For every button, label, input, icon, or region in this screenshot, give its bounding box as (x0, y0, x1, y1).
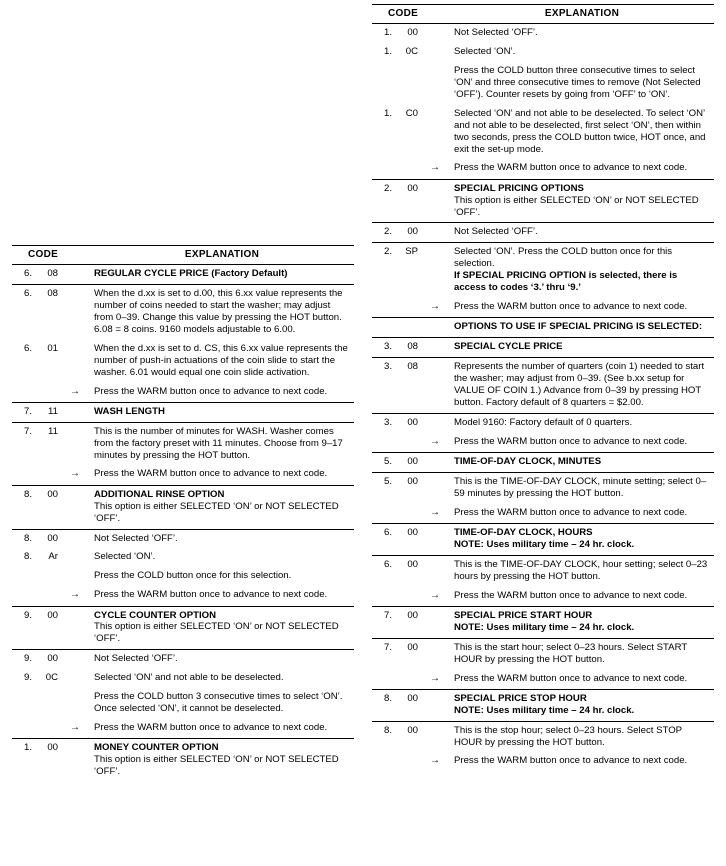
row-code-value (398, 159, 424, 179)
row-code-prefix: 3. (372, 338, 398, 358)
table-row (12, 485, 354, 529)
table-row (372, 105, 714, 160)
arrow-icon: → (430, 672, 440, 684)
arrow-icon (64, 606, 90, 650)
row-code-value: 00 (38, 650, 64, 669)
left-code-table (12, 245, 354, 782)
row-explanation-text: SPECIAL PRICE START HOUR (454, 609, 593, 621)
table-row (12, 529, 354, 548)
right-code-table (372, 4, 714, 772)
right-table-body (372, 5, 714, 772)
row-code-value: 00 (38, 485, 64, 529)
arrow-icon (424, 472, 450, 503)
row-explanation-text: This is the TIME-OF-DAY CLOCK, hour setting; select 0–23 hours by pressing the HOT button. (454, 558, 708, 582)
row-explanation (450, 338, 714, 358)
row-explanation (450, 689, 714, 721)
row-code-value (398, 298, 424, 318)
table-row (372, 587, 714, 607)
arrow-icon (424, 62, 450, 105)
row-code-prefix: 8. (372, 721, 398, 752)
row-code-value: 01 (47, 342, 58, 354)
table-row (372, 62, 714, 105)
table-row (372, 318, 714, 338)
row-explanation (450, 504, 714, 524)
arrow-icon (424, 358, 450, 414)
row-explanation-text: Selected ‘ON’ and not able to be deselected. (94, 672, 284, 684)
row-explanation (450, 587, 714, 607)
row-code-prefix (12, 688, 38, 719)
row-code-value (38, 688, 64, 719)
row-code-value: 08 (38, 265, 64, 285)
table-row (372, 24, 714, 43)
row-explanation (450, 413, 714, 432)
row-explanation (90, 529, 354, 548)
table-row (372, 606, 714, 638)
right-table-header-row (372, 5, 714, 24)
table-row (12, 669, 354, 688)
row-code-prefix: 5. (372, 472, 398, 503)
arrow-icon (64, 567, 90, 586)
row-code-value (398, 62, 424, 105)
row-code-prefix (372, 670, 398, 690)
row-explanation-text: TIME-OF-DAY CLOCK, HOURS (454, 527, 593, 538)
table-row (12, 285, 354, 340)
right-column (372, 4, 714, 772)
row-explanation-text: Not Selected ‘OFF’. (454, 27, 538, 39)
row-explanation (90, 485, 354, 529)
row-code-value: Ar (48, 551, 58, 563)
row-code-prefix: 5. (372, 452, 398, 472)
row-code-prefix: 6. (372, 555, 398, 586)
row-explanation (450, 105, 714, 160)
row-explanation-text: Press the WARM button once to advance to next code. (94, 468, 328, 480)
row-explanation-text: MONEY COUNTER OPTION (94, 742, 219, 754)
row-explanation-subtext: This option is either SELECTED ‘ON’ or NOT SELECTED ‘OFF’. (454, 194, 699, 218)
arrow-icon: → (430, 162, 440, 174)
arrow-icon (424, 555, 450, 586)
row-code-prefix: 7. (372, 606, 398, 638)
table-row (12, 606, 354, 650)
row-code-prefix: 6. (12, 265, 38, 285)
arrow-icon (64, 485, 90, 529)
row-code-prefix (372, 318, 398, 338)
table-row (372, 721, 714, 752)
row-code-prefix: 9. (12, 650, 38, 669)
row-explanation-text: REGULAR CYCLE PRICE (Factory Default) (94, 268, 288, 280)
row-explanation (450, 318, 714, 338)
row-explanation-note: NOTE: Uses military time – 24 hr. clock. (454, 621, 635, 633)
row-code-value (38, 465, 64, 485)
row-explanation (450, 555, 714, 586)
row-code-value: 00 (398, 179, 424, 223)
row-explanation-text: Press the WARM button once to advance to next code. (454, 672, 688, 684)
row-explanation-subtext: This option is either SELECTED ‘ON’ or NOT SELECTED ‘OFF’. (94, 621, 339, 645)
row-code-prefix (372, 504, 398, 524)
row-code-value (38, 567, 64, 586)
table-row (12, 265, 354, 285)
left-column (12, 245, 354, 782)
row-code-value: 0C (405, 46, 418, 58)
arrow-icon (424, 318, 450, 338)
table-row (12, 688, 354, 719)
arrow-icon (424, 606, 450, 638)
table-row (372, 689, 714, 721)
row-explanation-text: Selected ‘ON’. (454, 46, 516, 58)
row-code-value: 11 (38, 422, 64, 465)
row-explanation-subtext: This option is either SELECTED ‘ON’ or NOT SELECTED ‘OFF’. (94, 754, 339, 777)
left-table-body (12, 246, 354, 782)
row-code-value: 00 (398, 223, 424, 243)
arrow-icon: → (70, 385, 80, 397)
row-explanation (450, 524, 714, 556)
row-code-prefix: 2. (372, 243, 398, 298)
arrow-icon (424, 721, 450, 752)
row-code-prefix (372, 433, 398, 453)
row-code-value: C0 (405, 107, 418, 119)
row-explanation (90, 340, 354, 383)
table-row (12, 422, 354, 465)
arrow-icon (64, 529, 90, 548)
arrow-icon: → (70, 589, 80, 601)
row-explanation-text: SPECIAL CYCLE PRICE (454, 341, 563, 353)
row-code-value: 00 (407, 27, 418, 39)
row-explanation-text: Press the WARM button once to advance to next code. (94, 589, 328, 601)
row-explanation-text: Model 9160: Factory default of 0 quarters. (454, 416, 633, 428)
arrow-icon (424, 452, 450, 472)
table-row (372, 504, 714, 524)
row-code-prefix: 3. (372, 413, 398, 432)
table-row (372, 43, 714, 62)
row-explanation-text: OPTIONS TO USE IF SPECIAL PRICING IS SELECTED: (454, 321, 703, 333)
arrow-icon (64, 285, 90, 340)
row-code-value (398, 670, 424, 690)
row-code-value: 00 (398, 472, 424, 503)
row-code-value (398, 587, 424, 607)
row-explanation (90, 548, 354, 567)
table-row (12, 719, 354, 739)
row-explanation-text: TIME-OF-DAY CLOCK, MINUTES (454, 455, 602, 467)
row-explanation-text: This is the TIME-OF-DAY CLOCK, minute setting; select 0–59 minutes by pressing the HOT button. (454, 475, 707, 499)
row-code-prefix: 8. (12, 529, 38, 548)
row-explanation-text: This is the start hour; select 0–23 hours. Select START HOUR by pressing the HOT button. (454, 641, 688, 665)
table-row (372, 159, 714, 179)
table-row (372, 452, 714, 472)
table-row (12, 340, 354, 383)
table-row (372, 338, 714, 358)
row-code-value (398, 433, 424, 453)
row-explanation-text: Selected ‘ON’. (94, 551, 156, 563)
row-explanation-note: If SPECIAL PRICING OPTION is selected, there is access to codes ‘3.’ thru ‘9.’ (454, 270, 678, 294)
row-explanation (450, 43, 714, 62)
row-explanation-note: NOTE: Uses military time – 24 hr. clock. (454, 704, 635, 716)
table-row (372, 298, 714, 318)
arrow-icon (424, 243, 450, 298)
arrow-icon (424, 223, 450, 243)
row-explanation-text: Press the WARM button once to advance to next code. (454, 755, 688, 767)
row-code-value: 0C (45, 672, 58, 684)
row-explanation (450, 752, 714, 771)
row-code-prefix (12, 719, 38, 739)
arrow-icon (424, 105, 450, 160)
row-explanation-text: Press the WARM button once to advance to next code. (454, 435, 688, 447)
row-code-prefix: 1. (383, 46, 392, 58)
arrow-icon (424, 338, 450, 358)
arrow-icon (424, 524, 450, 556)
row-code-prefix: 8. (12, 485, 38, 529)
row-code-prefix (372, 62, 398, 105)
row-explanation-text: This is the stop hour; select 0–23 hours. Select STOP HOUR by pressing the HOT button. (454, 724, 682, 748)
row-explanation-text: Press the WARM button once to advance to next code. (454, 589, 688, 601)
table-row (12, 739, 354, 782)
header-code: CODE (12, 246, 90, 265)
row-code-prefix (372, 587, 398, 607)
arrow-icon (424, 179, 450, 223)
row-explanation (450, 243, 714, 298)
row-explanation-text: Not Selected ‘OFF’. (94, 532, 178, 544)
row-explanation-text: When the d.xx is set to d. CS, this 6.xx value represents the number of push-in actuations of the coin slide to start the washer. 6.01 would equal one coin slide activation. (94, 342, 348, 378)
row-explanation-text: Not Selected ‘OFF’. (454, 226, 538, 238)
row-code-prefix: 2. (372, 223, 398, 243)
row-explanation (90, 465, 354, 485)
row-explanation (450, 358, 714, 414)
arrow-icon (424, 413, 450, 432)
row-explanation (90, 586, 354, 606)
arrow-icon: → (430, 589, 440, 601)
row-code-prefix: 6. (23, 342, 32, 354)
row-code-prefix: 1. (12, 739, 38, 782)
arrow-icon (64, 402, 90, 422)
arrow-icon: → (70, 468, 80, 480)
row-code-value (38, 383, 64, 403)
row-explanation (90, 383, 354, 403)
row-explanation-text: Press the WARM button once to advance to next code. (94, 721, 328, 733)
row-code-value: 08 (398, 338, 424, 358)
arrow-icon (424, 24, 450, 43)
row-explanation (90, 285, 354, 340)
row-code-value: 00 (38, 739, 64, 782)
table-row (372, 223, 714, 243)
arrow-icon (64, 265, 90, 285)
arrow-icon (64, 340, 90, 383)
row-code-value: 00 (398, 555, 424, 586)
row-explanation (450, 638, 714, 669)
row-code-value: 00 (398, 606, 424, 638)
arrow-icon (64, 688, 90, 719)
row-explanation (90, 606, 354, 650)
table-row (372, 358, 714, 414)
header-code: CODE (372, 5, 450, 24)
arrow-icon (424, 689, 450, 721)
row-code-prefix (372, 298, 398, 318)
row-code-prefix (12, 567, 38, 586)
table-row (372, 243, 714, 298)
row-code-prefix: 8. (372, 689, 398, 721)
row-explanation-subtext: This option is either SELECTED ‘ON’ or NOT SELECTED ‘OFF’. (94, 500, 339, 524)
row-code-value: 00 (398, 413, 424, 432)
row-explanation-text: Press the WARM button once to advance to next code. (454, 162, 688, 174)
row-code-prefix (12, 586, 38, 606)
arrow-icon (64, 650, 90, 669)
row-code-value: 00 (398, 524, 424, 556)
arrow-icon: → (430, 300, 440, 312)
row-code-value: 00 (38, 606, 64, 650)
row-code-prefix (12, 383, 38, 403)
row-code-prefix: 7. (372, 638, 398, 669)
table-row (12, 650, 354, 669)
table-row (372, 670, 714, 690)
arrow-icon: → (430, 506, 440, 518)
header-explanation: EXPLANATION (90, 246, 354, 265)
row-code-value: SP (398, 243, 424, 298)
row-explanation (450, 452, 714, 472)
arrow-icon (64, 422, 90, 465)
table-row (12, 586, 354, 606)
row-code-value: 08 (38, 285, 64, 340)
arrow-icon (424, 43, 450, 62)
row-explanation (90, 265, 354, 285)
row-code-prefix: 1. (383, 27, 392, 39)
row-code-value (38, 719, 64, 739)
row-code-prefix: 1. (383, 107, 392, 119)
row-explanation-text: Press the COLD button three consecutive times to select ‘ON’ and three consecutive times to remove (Not Selected ‘OFF’). Counter resets by going from ‘OFF’ to ‘ON’. (454, 65, 701, 100)
row-explanation (90, 739, 354, 782)
row-explanation (90, 422, 354, 465)
row-code-prefix: 6. (372, 524, 398, 556)
row-explanation-text: Selected ‘ON’. Press the COLD button once for this selection. (454, 246, 673, 270)
row-explanation (90, 669, 354, 688)
row-code-prefix: 9. (12, 606, 38, 650)
row-explanation-text: Press the COLD button 3 consecutive times to select ‘ON’. Once selected ‘ON’, it cannot be deselected. (94, 691, 343, 714)
row-explanation (90, 719, 354, 739)
row-code-value (398, 752, 424, 771)
arrow-icon (64, 669, 90, 688)
arrow-icon: → (430, 435, 440, 447)
row-explanation-text: Represents the number of quarters (coin 1) needed to start the washer; may adjust from 0–39. (See b.xx setup for VALUE OF COIN 1.) Advance from 0–39 by pressing HOT button. Factory default of 8 quarters = $2.00. (454, 361, 705, 408)
row-explanation-text: SPECIAL PRICE STOP HOUR (454, 692, 587, 704)
row-explanation-text: Press the WARM button once to advance to next code. (454, 506, 688, 518)
table-row (372, 472, 714, 503)
table-row (372, 524, 714, 556)
row-explanation (450, 159, 714, 179)
row-explanation (90, 567, 354, 586)
row-explanation (90, 650, 354, 669)
table-row (372, 433, 714, 453)
arrow-icon: → (430, 755, 440, 767)
row-code-value (398, 318, 424, 338)
table-row (12, 402, 354, 422)
row-code-value (38, 586, 64, 606)
arrow-icon (64, 739, 90, 782)
row-explanation-text: Press the WARM button once to advance to next code. (94, 385, 328, 397)
row-code-prefix: 3. (372, 358, 398, 414)
row-explanation-text: This is the number of minutes for WASH. Washer comes from the factory preset with 11 minutes. Choose from 9–17 minutes by pressing the HOT button. (94, 425, 343, 461)
row-explanation (450, 433, 714, 453)
table-row (372, 638, 714, 669)
row-explanation (450, 179, 714, 223)
row-explanation (90, 688, 354, 719)
row-explanation-text: When the d.xx is set to d.00, this 6.xx value represents the number of coins needed to start the washer; may adjust from 0–39. Change this value by pressing the HOT button. 6.08 = 8 coins. 9160 models adjustable to 6.00. (94, 288, 343, 335)
row-code-prefix: 2. (372, 179, 398, 223)
row-explanation-note: NOTE: Uses military time – 24 hr. clock. (454, 538, 635, 550)
row-explanation-text: Press the COLD button once for this selection. (94, 570, 292, 582)
table-row (12, 548, 354, 567)
row-explanation-text: WASH LENGTH (94, 405, 165, 417)
header-explanation: EXPLANATION (450, 5, 714, 24)
row-code-value: 00 (398, 452, 424, 472)
row-code-prefix (372, 752, 398, 771)
left-table-header-row (12, 246, 354, 265)
row-explanation (450, 24, 714, 43)
table-row (372, 555, 714, 586)
arrow-icon: → (70, 721, 80, 733)
table-row (12, 383, 354, 403)
row-explanation-text: CYCLE COUNTER OPTION (94, 609, 217, 621)
row-code-prefix (372, 159, 398, 179)
row-code-value: 11 (38, 402, 64, 422)
table-row (12, 567, 354, 586)
row-code-value: 00 (398, 721, 424, 752)
row-explanation-text: Press the WARM button once to advance to next code. (454, 300, 688, 312)
row-explanation-text: Selected ‘ON’ and not able to be deselected. To select ‘ON’ and not able to be deselected, first select ‘ON’, then within two seconds, press the COLD button twice, HOT once, and exit the set-up mode. (454, 107, 706, 155)
row-code-value: 08 (398, 358, 424, 414)
row-code-prefix: 8. (23, 551, 32, 563)
row-code-prefix: 9. (23, 672, 32, 684)
table-row (372, 413, 714, 432)
row-explanation (450, 606, 714, 638)
arrow-icon (424, 638, 450, 669)
row-code-value: 00 (38, 529, 64, 548)
row-explanation (450, 721, 714, 752)
row-explanation (90, 402, 354, 422)
row-code-prefix: 6. (12, 285, 38, 340)
row-code-value (398, 504, 424, 524)
table-row (12, 465, 354, 485)
row-explanation (450, 223, 714, 243)
row-explanation-text: ADDITIONAL RINSE OPTION (94, 488, 225, 500)
row-code-prefix: 7. (12, 422, 38, 465)
table-row (372, 752, 714, 771)
row-explanation (450, 298, 714, 318)
row-explanation (450, 670, 714, 690)
arrow-icon (64, 548, 90, 567)
row-explanation (450, 62, 714, 105)
row-explanation (450, 472, 714, 503)
row-code-prefix (12, 465, 38, 485)
row-explanation-text: SPECIAL PRICING OPTIONS (454, 182, 584, 194)
row-code-prefix: 7. (12, 402, 38, 422)
row-code-value: 00 (398, 638, 424, 669)
row-explanation-text: Not Selected ‘OFF’. (94, 653, 178, 665)
row-code-value: 00 (398, 689, 424, 721)
table-row (372, 179, 714, 223)
